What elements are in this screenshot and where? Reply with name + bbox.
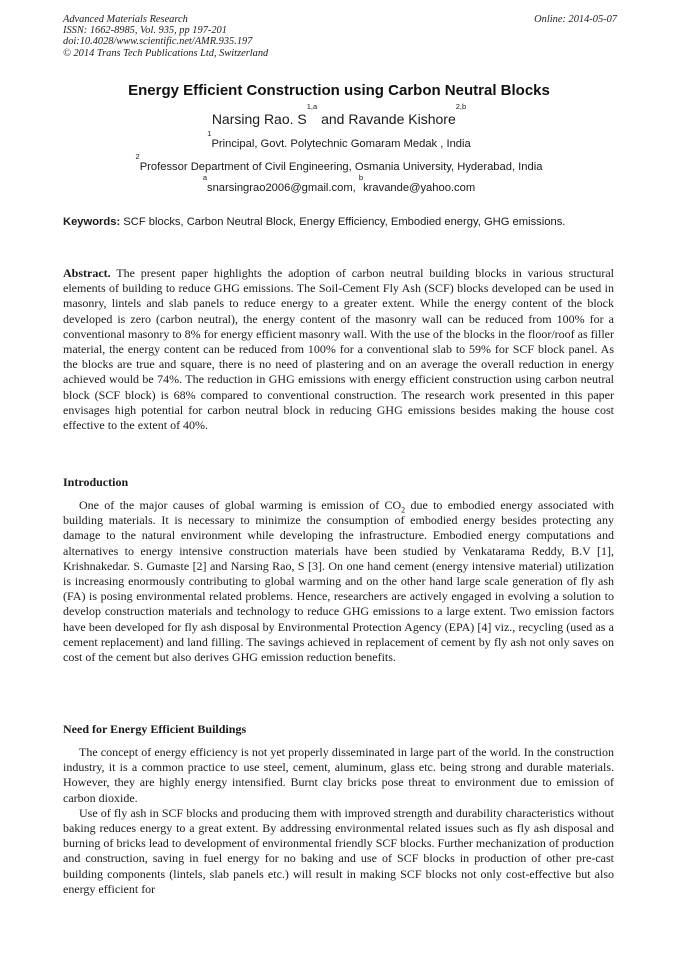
journal-header (63, 14, 268, 59)
email-b: kravande@yahoo.com (363, 182, 476, 194)
need-heading: Need for Energy Efficient Buildings (63, 722, 247, 736)
email-b-sup: b (358, 173, 364, 182)
issn-line: ISSN: 1662-8985, Vol. 935, pp 197-201 (63, 25, 227, 37)
affiliation-2-text: Professor Department of Civil Engineering, Osmania University, Hyderabad, India (139, 161, 543, 173)
need-body (63, 745, 614, 897)
keywords-text: SCF blocks, Carbon Neutral Block, Energy Efficiency, Embodied energy, GHG emissions. (120, 216, 566, 228)
intro-text-2: due to embodied energy associated with building materials. It is necessary to minimize the consumption of embodied energy besides protecting any damage to the natural environment while developing the infrastructure. Embodied energy computations and alternatives to energy intensive construction materials have been studied by Venkatarama Reddy, B.V [1], Krishnakedar. S. Gumaste [2] and Narsing Rao, S [3]. On one hand cement (energy intensive material) utilization is increasing enormously contributing to global warming and on the other hand large scale generation of fly ash (FA) is posing environmental related problems. Hence, researchers are actively engaged in evolving a solution to develop construction materials and technology to reduce GHG emissions to a large extent. Two emission factors have been developed for fly ash disposal by Environmental Protection Agency (EPA) [4] viz., recycling (used as a cement replacement) and land filling. The savings achieved in replacement of cement by fly ash not only saves on cost of the cement but also derives GHG emission reduction benefits. (63, 498, 614, 665)
paper-title: Energy Efficient Construction using Carbon Neutral Blocks (128, 82, 550, 99)
authors-line (0, 102, 678, 128)
abstract-text: The present paper highlights the adoption of carbon neutral building blocks in various structural elements of building to reduce GHG emissions. The Soil-Cement Fly Ash (SCF) blocks developed can be used in masonry, lintels and slab panels to reduce energy to a greater extent. While the energy content of the block developed is zero (carbon neutral), the energy content of the masonry wall can be reduced from 100% for a conventional masonry to 8% for energy efficient masonry wall. With the use of the blocks in the floor/roof as filler material, the energy content can be reduced from 100% for a conventional slab to 59% for SCF block panel. As the blocks are true and square, there is no need of plastering and on an average the overall reduction in energy achieved would be 74%. The reduction in GHG emissions with energy efficient construction using carbon neutral block (SCF block) is 68% compared to conventional construction. The research work presented in this paper envisages high potential for carbon neutral block in reducing GHG emissions besides making the house cost effective to the extent of 40%. (63, 266, 614, 433)
authors-and: and (317, 111, 349, 127)
keywords (63, 215, 614, 229)
emails-line (0, 173, 678, 195)
journal-name: Advanced Materials Research (63, 14, 188, 25)
doi-line: doi:10.4028/www.scientific.net/AMR.935.197 (63, 36, 253, 48)
need-para-2: Use of fly ash in SCF blocks and producing them with improved strength and durability characteristics without baking reduces energy to a great extent. By addressing environmental related issues such as fly ash disposal and burning of bricks lead to development of environmental friendly SCF blocks. Further mechanization of production and construction, saving in fuel energy for no baking and use of SCF blocks in production of other pre-cast building components (lintels, slab panels etc.) will result in making SCF blocks not only cost-effective but also energy efficient for (63, 805, 614, 896)
abstract (63, 266, 614, 433)
abstract-label: Abstract. (63, 266, 111, 280)
affiliation-1 (0, 129, 678, 151)
need-para-1: The concept of energy efficiency is not yet properly disseminated in large part of the world. In the construction industry, it is a common practice to use steel, cement, aluminum, glass etc. being strong and durable materials. However, they are highly energy intensified. Burnt clay bricks pose threat to environment due to emission of carbon dioxide. (63, 745, 614, 805)
author-2: Ravande Kishore (348, 111, 456, 127)
author-1-sup: 1,a (306, 102, 318, 111)
author-2-sup: 2,b (455, 102, 467, 111)
keywords-label: Keywords: (63, 216, 121, 228)
copyright-line: © 2014 Trans Tech Publications Ltd, Switzerland (63, 47, 269, 59)
introduction-heading: Introduction (63, 475, 129, 489)
co2-subscript: 2 (401, 505, 406, 515)
introduction-body (63, 498, 614, 665)
intro-text-1: One of the major causes of global warming is emission of CO (79, 498, 402, 512)
affiliation-2-sup: 2 (135, 152, 140, 161)
affiliation-1-sup: 1 (207, 129, 212, 138)
email-a: snarsingrao2006@gmail.com, (206, 182, 359, 194)
author-1: Narsing Rao. S (211, 111, 307, 127)
affiliation-2 (0, 152, 678, 174)
online-date: Online: 2014-05-07 (534, 14, 617, 25)
affiliation-1-text: Principal, Govt. Polytechnic Gomaram Medak , India (211, 138, 471, 150)
email-a-sup: a (202, 173, 207, 182)
